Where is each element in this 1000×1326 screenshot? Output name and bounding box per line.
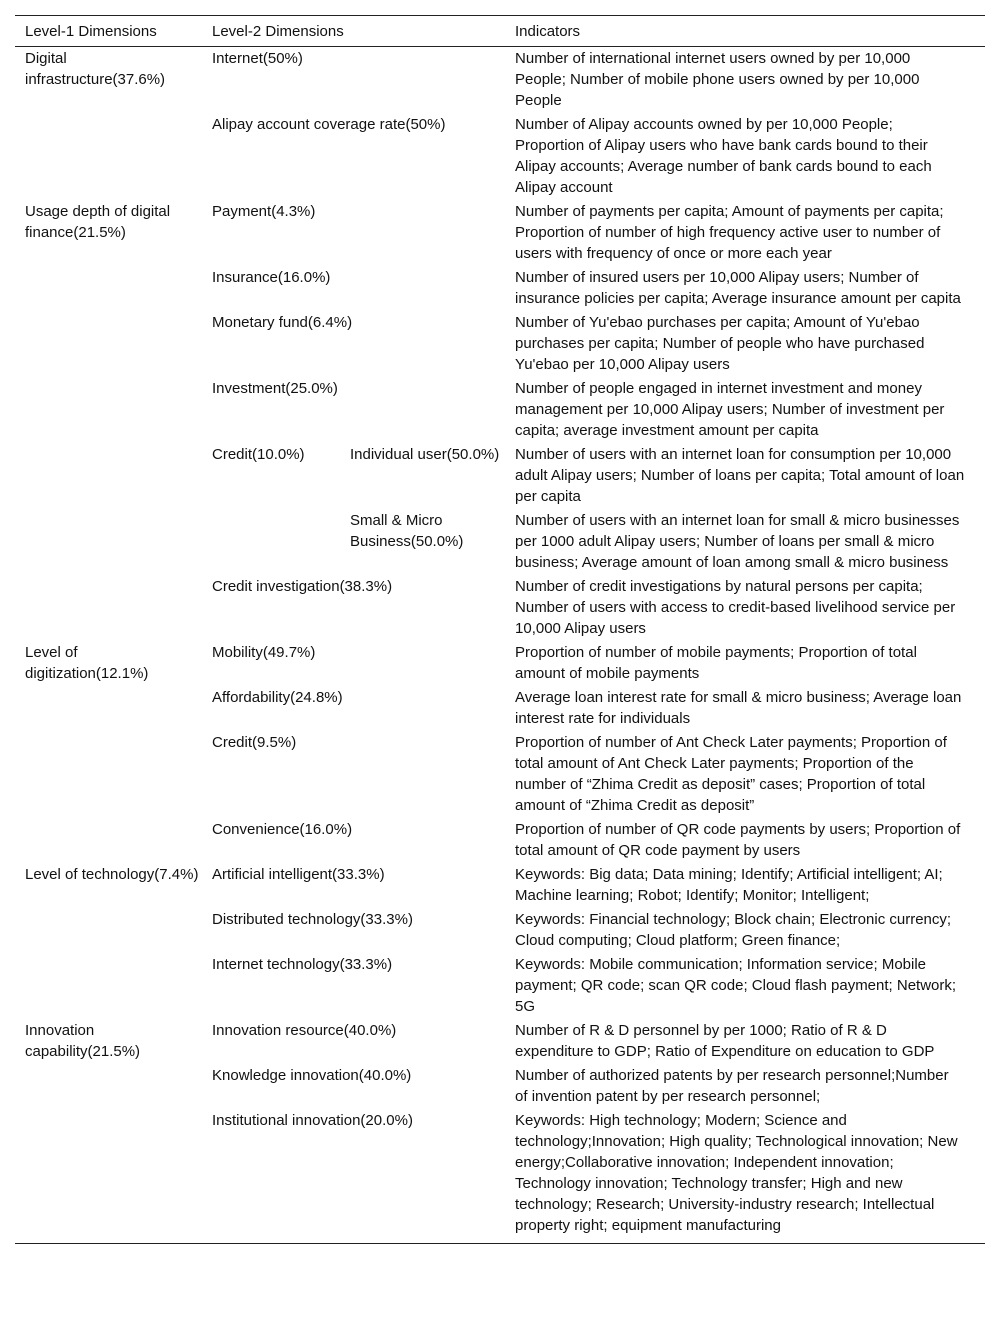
table-row: [15, 907, 985, 952]
level2-cell: Knowledge innovation(40.0%): [212, 1067, 412, 1084]
indicators-cell: Keywords: High technology; Modern; Science and technology;Innovation; High quality; Technological innovation; New energy;Collaborative innovation; Independent innovation; Technology innovation; Technology transfer; High and new technology; Research; University-industry research; Intellectual property right; equipment manufacturing: [505, 1108, 985, 1244]
level1-cell: [15, 574, 202, 640]
indicators-cell: Number of users with an internet loan for small & micro businesses per 1000 adult Alipay users; Number of loans per small & micro business; Average amount of loan among small & micro business: [515, 512, 960, 571]
level1-cell: [15, 112, 202, 199]
table-row: [15, 112, 985, 199]
level1-cell: [15, 1063, 202, 1108]
header-level2: Level-2 Dimensions: [202, 16, 505, 47]
table-row: [15, 1018, 985, 1063]
indicators-cell: Keywords: Mobile communication; Information service; Mobile payment; QR code; scan QR code; Cloud flash payment; Network; 5G: [515, 956, 957, 1015]
indicators-cell: Number of credit investigations by natural persons per capita; Number of users with access to credit-based livelihood service per 10,000 Alipay users: [515, 578, 956, 637]
level1-cell: [15, 376, 202, 442]
indicators-cell: Number of people engaged in internet investment and money management per 10,000 Alipay users; Number of investment per capita; average investment amount per capita: [515, 380, 945, 439]
header-level1: Level-1 Dimensions: [15, 16, 202, 47]
level2-cell: Alipay account coverage rate(50%): [212, 116, 446, 133]
table-row: [15, 442, 985, 508]
level2-cell: Convenience(16.0%): [212, 821, 353, 838]
table-row: [15, 640, 985, 685]
table-row: [15, 310, 985, 376]
level2-cell: Innovation resource(40.0%): [212, 1022, 397, 1039]
level1-cell: [15, 907, 202, 952]
level3-cell: Individual user(50.0%): [350, 446, 500, 463]
indicators-cell: Number of users with an internet loan for consumption per 10,000 adult Alipay users; Number of loans per capita; Total amount of loan per capita: [515, 446, 965, 505]
level2-cell: Monetary fund(6.4%): [212, 314, 353, 331]
level2-cell: Credit(10.0%): [212, 446, 305, 463]
level2-cell: [202, 508, 340, 574]
indicators-cell: Proportion of number of Ant Check Later payments; Proportion of total amount of Ant Check Later payments; Proportion of the number of “Zhima Credit as deposit” cases; Proportion of total amount of “Zhima Credit as deposit”: [515, 734, 947, 814]
level1-cell: [15, 952, 202, 1018]
level1-cell: [15, 730, 202, 817]
level2-cell: Artificial intelligent(33.3%): [212, 866, 385, 883]
level2-cell: Institutional innovation(20.0%): [202, 1108, 505, 1244]
level1-cell: Innovation capability(21.5%): [25, 1022, 141, 1060]
indicators-cell: Number of insured users per 10,000 Alipay users; Number of insurance policies per capita; Average insurance amount per capita: [515, 269, 961, 307]
table-row: [15, 730, 985, 817]
table-row: [15, 952, 985, 1018]
table-row: [15, 862, 985, 907]
level2-cell: Mobility(49.7%): [212, 644, 316, 661]
level2-cell: Distributed technology(33.3%): [212, 911, 413, 928]
table-row: [15, 199, 985, 265]
table-row: [15, 376, 985, 442]
table-row: [15, 47, 985, 113]
level2-cell: Affordability(24.8%): [212, 689, 343, 706]
indicators-cell: Number of Yu'ebao purchases per capita; Amount of Yu'ebao purchases per capita; Number of people who have purchased Yu'ebao per 10,000 Alipay users: [515, 314, 925, 373]
dimensions-table: [15, 15, 985, 1244]
table-body: [15, 47, 985, 1244]
level1-cell: Level of technology(7.4%): [25, 866, 199, 883]
indicators-cell: Number of authorized patents by per research personnel;Number of invention patent by per research personnel;: [515, 1067, 949, 1105]
level1-cell: [15, 1108, 202, 1244]
level1-cell: Digital infrastructure(37.6%): [25, 50, 166, 88]
level2-cell: Credit(9.5%): [212, 734, 297, 751]
table-row: [15, 265, 985, 310]
indicators-cell: Average loan interest rate for small & micro business; Average loan interest rate for individuals: [515, 689, 962, 727]
indicators-cell: Keywords: Big data; Data mining; Identify; Artificial intelligent; AI; Machine learning; Robot; Identify; Monitor; Intelligent;: [515, 866, 943, 904]
table-row: [15, 1108, 985, 1244]
level2-cell: Credit investigation(38.3%): [212, 578, 393, 595]
indicators-cell: Number of payments per capita; Amount of payments per capita; Proportion of number of high frequency active user to number of users with frequency of once or more each year: [515, 203, 944, 262]
level1-cell: [15, 685, 202, 730]
level1-cell: [15, 508, 202, 574]
level1-cell: [15, 310, 202, 376]
level1-cell: Level of digitization(12.1%): [25, 644, 149, 682]
indicators-cell: Proportion of number of mobile payments; Proportion of total amount of mobile payments: [515, 644, 917, 682]
header-row: [15, 16, 985, 47]
indicators-cell: Number of international internet users owned by per 10,000 People; Number of mobile phone users owned by per 10,000 People: [515, 50, 920, 109]
table-row: [15, 1063, 985, 1108]
table-row: [15, 574, 985, 640]
table-row: [15, 508, 985, 574]
indicators-cell: Keywords: Financial technology; Block chain; Electronic currency; Cloud computing; Cloud platform; Green finance;: [515, 911, 952, 949]
level2-cell: Internet technology(33.3%): [212, 956, 393, 973]
level1-cell: [15, 817, 202, 862]
level1-cell: Usage depth of digital finance(21.5%): [25, 203, 171, 241]
level2-cell: Internet(50%): [212, 50, 303, 67]
level2-cell: Payment(4.3%): [212, 203, 316, 220]
level1-cell: [15, 442, 202, 508]
table-container: [15, 15, 985, 1244]
level2-cell: Insurance(16.0%): [212, 269, 331, 286]
indicators-cell: Proportion of number of QR code payments by users; Proportion of total amount of QR code payment by users: [515, 821, 961, 859]
level1-cell: [15, 265, 202, 310]
table-row: [15, 685, 985, 730]
indicators-cell: Number of Alipay accounts owned by per 10,000 People; Proportion of Alipay users who have bank cards bound to their Alipay accounts; Average number of bank cards bound to each Alipay account: [515, 116, 932, 196]
level2-cell: Investment(25.0%): [212, 380, 338, 397]
header-indicators: Indicators: [505, 16, 985, 47]
indicators-cell: Number of R & D personnel by per 1000; Ratio of R & D expenditure to GDP; Ratio of Expenditure on education to GDP: [515, 1022, 935, 1060]
level3-cell: Small & Micro Business(50.0%): [350, 512, 464, 550]
table-row: [15, 817, 985, 862]
